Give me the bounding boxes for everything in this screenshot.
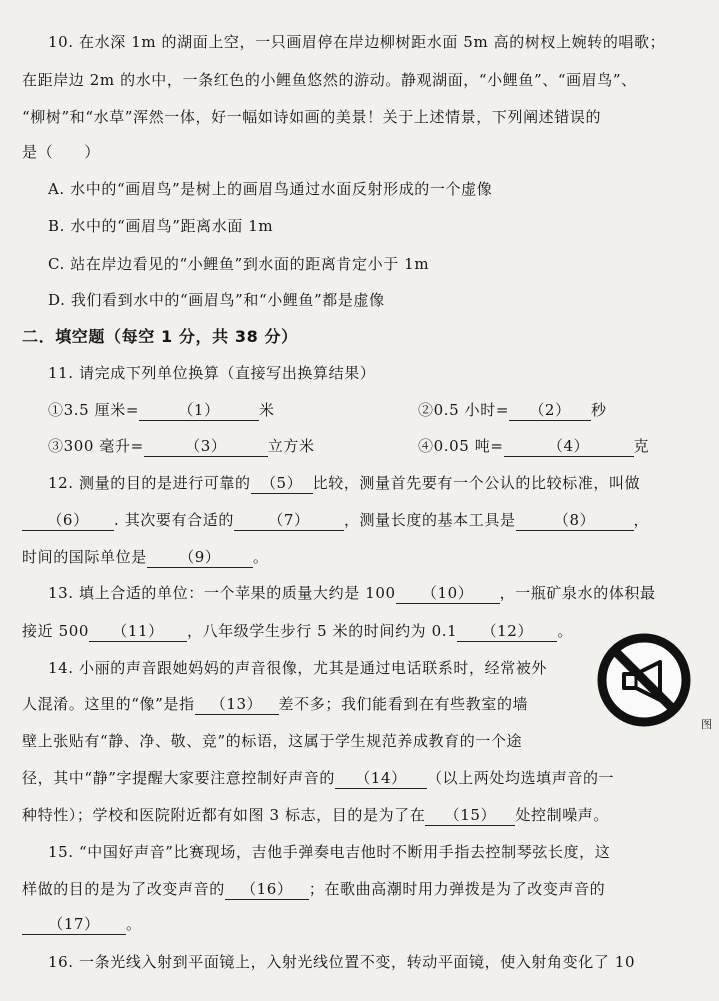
q11-item4-unit: 克 [633, 437, 650, 455]
q10-line3: “柳树”和“水草”浑然一体，好一幅如诗如画的美景！关于上述情景，下列阐述错误的 [22, 108, 602, 126]
q15-line3 [22, 914, 695, 935]
no-horn-sign-icon [596, 632, 692, 728]
q10-line4: 是（ ） [22, 143, 101, 161]
q13-line2 [22, 621, 695, 642]
q12-text-c: . 其次要有合适的 [114, 511, 234, 529]
q14-text-a: 人混淆。这里的“像”是指 [22, 695, 195, 713]
blank-16[interactable]: （16） [225, 879, 309, 900]
blank-11[interactable]: （11） [89, 621, 187, 642]
q11-item2 [418, 400, 607, 421]
figure-label: 图 [701, 718, 712, 731]
blank-8[interactable]: （8） [516, 510, 634, 531]
blank-13[interactable]: （13） [195, 694, 279, 715]
q11-row2 [48, 436, 695, 457]
q15-text-c: 。 [126, 915, 142, 933]
q15-line1: 15. “中国好声音”比赛现场，吉他手弹奏电吉他时不断用手指去控制琴弦长度，这 [48, 843, 611, 861]
q13-text-e: 。 [557, 622, 573, 640]
q14-line5 [22, 805, 695, 826]
blank-14[interactable]: （14） [335, 768, 427, 789]
q13-line1 [48, 583, 695, 604]
q13-text-b: ，一瓶矿泉水的体积最 [499, 584, 656, 602]
blank-12[interactable]: （12） [457, 621, 557, 642]
blank-5[interactable]: （5） [251, 473, 313, 494]
q10-line2: 在距岸边 2m 的水中，一条红色的小鲤鱼悠然的游动。静观湖面，“小鲤鱼”、“画眉鸟”、 [22, 71, 637, 89]
blank-10[interactable]: （10） [396, 583, 500, 604]
q11-item3-pre: ③300 毫升= [48, 437, 144, 455]
q14-text-b: 差不多；我们能看到在有些教室的墙 [278, 695, 529, 713]
q12-text-d: ，测量长度的基本工具是 [343, 511, 516, 529]
q11-blank-1[interactable]: （1） [139, 400, 259, 421]
q11-row1 [48, 400, 695, 421]
q11-intro: 11. 请完成下列单位换算（直接写出换算结果） [48, 364, 376, 382]
q11-item2-unit: 秒 [591, 401, 607, 419]
q12-line1 [48, 473, 695, 494]
q12-text-g: 。 [252, 548, 269, 566]
q12-text-b: 比较，测量首先要有一个公认的比较标准，叫做 [312, 474, 641, 492]
q11-item4 [418, 436, 649, 457]
q13-text-a: 13. 填上合适的单位：一个苹果的质量大约是 100 [48, 584, 396, 602]
q12-text-f: 时间的国际单位是 [22, 548, 147, 566]
blank-17[interactable]: （17） [22, 914, 126, 935]
q16-line1: 16. 一条光线入射到平面镜上，入射光线位置不变，转动平面镜，使入射角变化了 10 [48, 953, 636, 971]
q12-text-e: ， [633, 511, 650, 529]
q14-line4 [22, 768, 695, 789]
q10-line1: 10. 在水深 1m 的湖面上空，一只画眉停在岸边柳树距水面 5m 高的树杈上婉转的唱歌； [48, 33, 666, 51]
blank-7[interactable]: （7） [234, 510, 344, 531]
q14-line1: 14. 小丽的声音跟她妈妈的声音很像，尤其是通过电话联系时，经常被外 [48, 659, 548, 677]
q11-item2-pre: ②0.5 小时= [418, 401, 509, 419]
q11-item1-unit: 米 [259, 401, 275, 419]
q14-text-c: 径，其中“静”字提醒大家要注意控制好声音的 [22, 769, 335, 787]
q12-text-a: 12. 测量的目的是进行可靠的 [48, 474, 251, 492]
q14-line3: 壁上张贴有“静、净、敬、竞”的标语，这属于学生规范养成教育的一个途 [22, 732, 523, 750]
blank-6[interactable]: （6） [22, 510, 114, 531]
q14-text-e: 种特性）；学校和医院附近都有如图 3 标志，目的是为了在 [22, 806, 426, 824]
q11-blank-3[interactable]: （3） [144, 436, 268, 457]
q12-line3 [22, 547, 695, 568]
section-heading: 二．填空题（每空 1 分，共 38 分） [22, 327, 298, 346]
q14-line2 [22, 694, 695, 715]
q10-option-b: B. 水中的“画眉鸟”距离水面 1m [48, 217, 274, 235]
q14-text-f: 处控制噪声。 [515, 806, 609, 824]
blank-15[interactable]: （15） [425, 805, 515, 826]
q14-text-d: （以上两处均选填声音的一 [426, 769, 615, 787]
q10-option-c: C. 站在岸边看见的“小鲤鱼”到水面的距离肯定小于 1m [48, 255, 430, 273]
q11-blank-2[interactable]: （2） [509, 400, 591, 421]
q13-text-d: ，八年级学生步行 5 米的时间约为 0.1 [187, 622, 458, 640]
q10-option-a: A. 水中的“画眉鸟”是树上的画眉鸟通过水面反射形成的一个虚像 [48, 180, 493, 198]
q11-blank-4[interactable]: （4） [504, 436, 634, 457]
q11-item4-pre: ④0.05 吨= [418, 437, 504, 455]
q10-option-d: D. 我们看到水中的“画眉鸟”和“小鲤鱼”都是虚像 [48, 291, 385, 309]
q11-item1-pre: ①3.5 厘米= [48, 401, 139, 419]
q15-text-b: ；在歌曲高潮时用力弹拨是为了改变声音的 [308, 880, 606, 898]
blank-9[interactable]: （9） [147, 547, 253, 568]
q12-line2 [22, 510, 695, 531]
q13-text-c: 接近 500 [22, 622, 89, 640]
q15-line2 [22, 879, 695, 900]
q15-text-a: 样做的目的是为了改变声音的 [22, 880, 225, 898]
q11-item3-unit: 立方米 [267, 437, 315, 455]
